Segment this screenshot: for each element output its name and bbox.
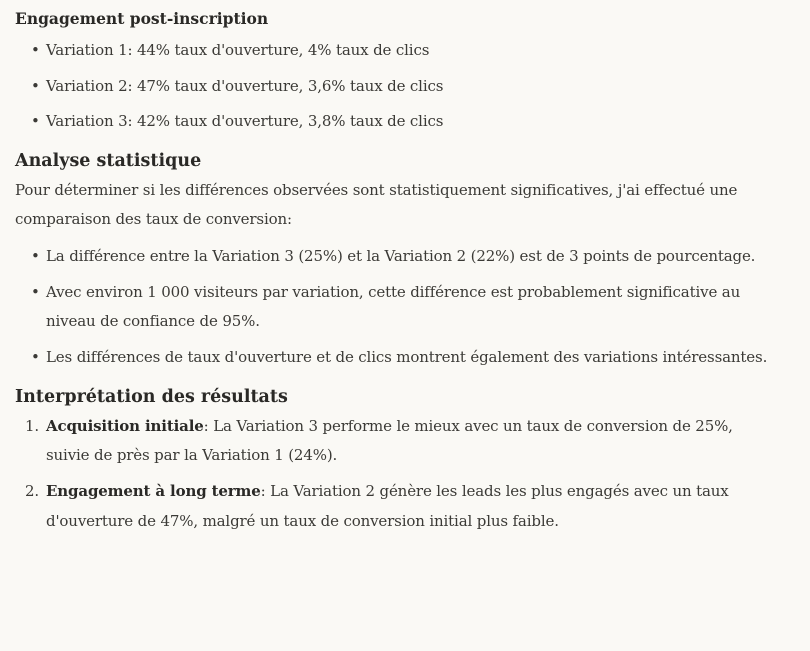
analysis-heading: Analyse statistique (15, 150, 202, 171)
item-title: Acquisition initiale (46, 416, 204, 435)
list-item: 1. Acquisition initiale: La Variation 3 performe le mieux avec un taux de conversion de 25%, suivie de près par la Variation 1 (24%). (15, 412, 780, 471)
list-item: • Avec environ 1 000 visiteurs par variation, cette différence est probablement significative au niveau de confiance de 95%. (15, 278, 780, 337)
list-number: 2. (25, 482, 40, 500)
analysis-list (15, 242, 780, 373)
engagement-list (15, 36, 780, 137)
list-item: • Variation 1: 44% taux d'ouverture, 4% taux de clics (15, 36, 780, 66)
list-item: 2. Engagement à long terme: La Variation 2 génère les leads les plus engagés avec un taux d'ouverture de 47%, malgré un taux de conversion initial plus faible. (15, 477, 780, 536)
list-item: • Variation 3: 42% taux d'ouverture, 3,8% taux de clics (15, 107, 780, 137)
document-content (15, 8, 780, 536)
bullet-icon: • (31, 246, 40, 265)
interpretation-heading: Interprétation des résultats (15, 386, 288, 407)
bullet-icon: • (31, 76, 40, 95)
analysis-intro: Pour déterminer si les différences observées sont statistiquement significatives, j'ai effectué une comparaison des taux de conversion: (15, 180, 738, 228)
list-item: • Les différences de taux d'ouverture et de clics montrent également des variations intéressantes. (15, 343, 780, 373)
interpretation-list (15, 412, 780, 537)
list-item: • Variation 2: 47% taux d'ouverture, 3,6% taux de clics (15, 72, 780, 102)
engagement-heading: Engagement post-inscription (15, 9, 269, 28)
item-title: Engagement à long terme (46, 482, 261, 500)
bullet-icon: • (31, 348, 40, 366)
bullet-icon: • (31, 282, 40, 301)
list-number: 1. (25, 416, 40, 435)
list-item: • La différence entre la Variation 3 (25%) et la Variation 2 (22%) est de 3 points de pourcentage. (15, 242, 780, 272)
bullet-icon: • (31, 41, 40, 59)
bullet-icon: • (31, 112, 40, 130)
